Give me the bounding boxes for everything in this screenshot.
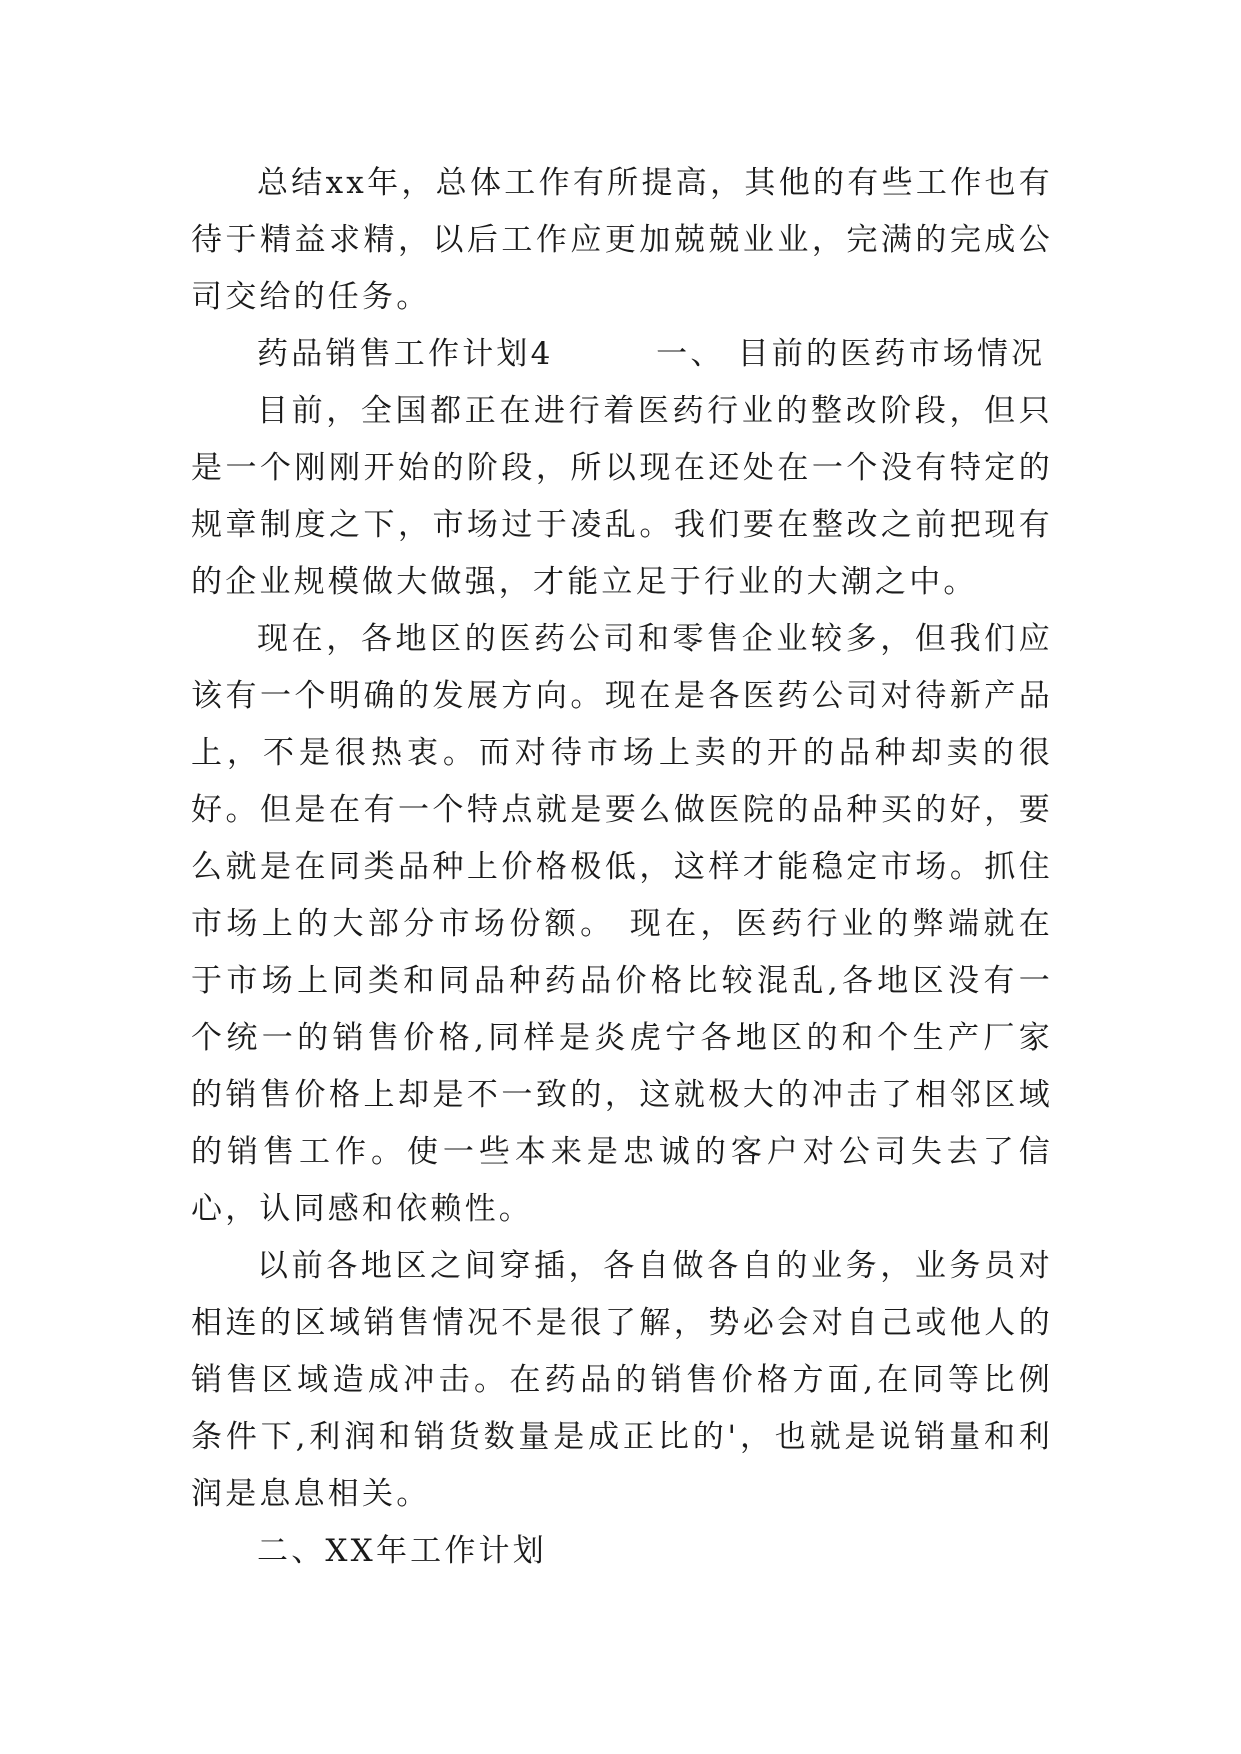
document-body <box>191 155 1053 1580</box>
paragraph-regional-sales: 以前各地区之间穿插，各自做各自的业务，业务员对相连的区域销售情况不是很了解，势必会对自己或他人的销售区域造成冲击。在药品的销售价格方面,在同等比例条件下,利润和销货数量是成正比的'，也就是说销量和利润是息息相关。 <box>191 1248 1053 1512</box>
section-heading-plan-4: 药品销售工作计划4 一、 目前的医药市场情况 <box>257 336 1046 372</box>
paragraph-market-reform: 目前，全国都正在进行着医药行业的整改阶段，但只是一个刚刚开始的阶段，所以现在还处在一个没有特定的规章制度之下，市场过于凌乱。我们要在整改之前把现有的企业规模做大做强，才能立足于行业的大潮之中。 <box>191 393 1053 600</box>
section-heading-work-plan: 二、XX年工作计划 <box>257 1533 547 1569</box>
paragraph-market-status: 现在，各地区的医药公司和零售企业较多，但我们应该有一个明确的发展方向。现在是各医药公司对待新产品上，不是很热衷。而对待市场上卖的开的品种却卖的很好。但是在有一个特点就是要么做医院的品种买的好，要么就是在同类品种上价格极低，这样才能稳定市场。抓住市场上的大部分市场份额。 现在，医药行业的弊端就在于市场上同类和同品种药品价格比较混乱,各地区没有一个统一的销售价格,同样是炎虎宁各地区的和个生产厂家的销售价格上却是不一致的，这就极大的冲击了相邻区域的销售工作。使一些本来是忠诚的客户对公司失去了信心，认同感和依赖性。 <box>191 621 1053 1227</box>
paragraph-summary: 总结xx年，总体工作有所提高，其他的有些工作也有待于精益求精，以后工作应更加兢兢业业，完满的完成公司交给的任务。 <box>191 165 1053 315</box>
